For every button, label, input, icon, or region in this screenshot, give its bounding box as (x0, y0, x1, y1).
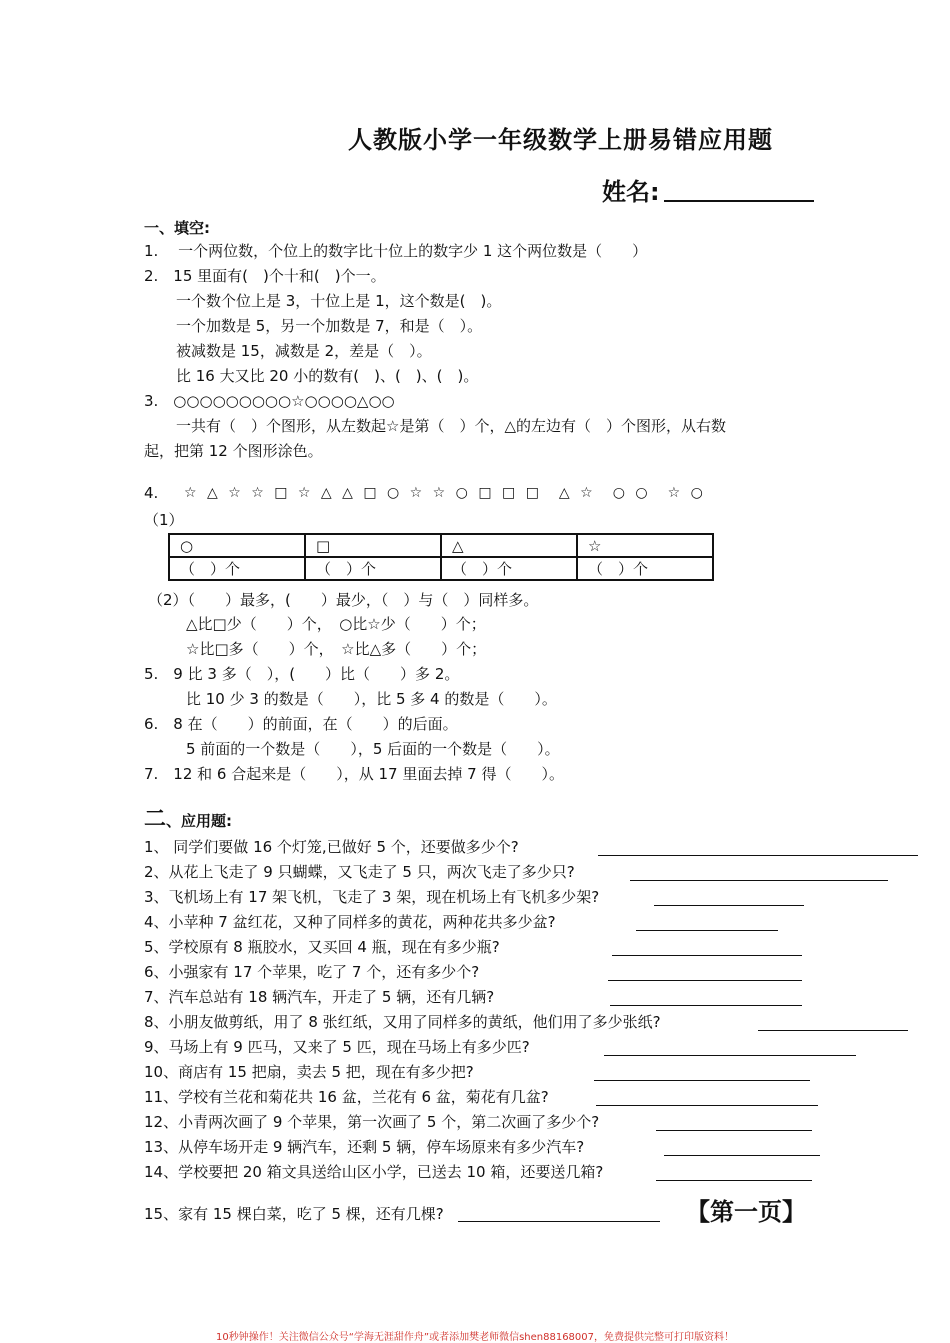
q2-sub-line: 一个加数是 5，另一个加数是 7，和是（ ）。 (176, 317, 483, 335)
q3-line: 一共有（ ）个图形，从左数起☆是第（ ）个，△的左边有（ ）个图形，从右数 (176, 417, 726, 435)
word-problem: 14、学校要把 20 箱文具送给山区小学，已送去 10 箱，还要送几箱? (144, 1163, 604, 1181)
table-cell-answer[interactable]: （ ）个 (441, 557, 577, 580)
answer-line[interactable] (604, 1055, 856, 1056)
q4-sub1-label: （1） (144, 511, 184, 529)
answer-line[interactable] (610, 1005, 802, 1006)
answer-line[interactable] (664, 1155, 820, 1156)
word-problem: 12、小青两次画了 9 个苹果，第一次画了 5 个，第二次画了多少个? (144, 1113, 600, 1131)
q4-sub2-line: （2）（ ）最多，( ）最少，（ ）与（ ）同样多。 (148, 591, 539, 609)
answer-line[interactable] (656, 1130, 812, 1131)
answer-line[interactable] (594, 1080, 810, 1081)
q3-line-cont: 起，把第 12 个图形涂色。 (144, 442, 323, 460)
word-problem: 11、学校有兰花和菊花共 16 盆，兰花有 6 盆，菊花有几盆? (144, 1088, 549, 1106)
q6-line: 6. 8 在（ ）的前面，在（ ）的后面。 (144, 715, 458, 733)
answer-line[interactable] (612, 955, 802, 956)
answer-line[interactable] (656, 1180, 812, 1181)
answer-line[interactable] (608, 980, 802, 981)
table-header-square: □ (305, 534, 441, 557)
word-problem: 1、 同学们要做 16 个灯笼,已做好 5 个，还要做多少个? (144, 838, 519, 856)
table-row (169, 557, 713, 580)
q1-line: 1. 一个两位数，个位上的数字比十位上的数字少 1 这个两位数是（ ） (144, 242, 648, 260)
answer-line[interactable] (458, 1221, 660, 1222)
q4-compare-line: ☆比□多（ ）个， ☆比△多（ ）个； (186, 640, 487, 658)
q2-line: 2. 15 里面有( )个十和( )个一。 (144, 267, 386, 285)
word-problem: 7、汽车总站有 18 辆汽车，开走了 5 辆，还有几辆? (144, 988, 495, 1006)
answer-line[interactable] (636, 930, 778, 931)
q5-line: 5. 9 比 3 多（ ），( ）比（ ）多 2。 (144, 665, 460, 683)
word-problem: 3、飞机场上有 17 架飞机，飞走了 3 架，现在机场上有飞机多少架? (144, 888, 600, 906)
q2-sub-line: 一个数个位上是 3，十位上是 1，这个数是( )。 (176, 292, 502, 310)
table-cell-answer[interactable]: （ ）个 (577, 557, 713, 580)
count-table (168, 533, 714, 581)
table-cell-answer[interactable]: （ ）个 (305, 557, 441, 580)
page-number-label: 【第一页】 (686, 1198, 806, 1226)
q2-sub-line: 比 16 大又比 20 小的数有( )、( )、( )。 (176, 367, 479, 385)
section2-heading (144, 802, 232, 833)
q3-shapes-line: 3. ○○○○○○○○○☆○○○○△○○ (144, 392, 395, 410)
table-cell-answer[interactable]: （ ）个 (169, 557, 305, 580)
word-problem: 13、从停车场开走 9 辆汽车，还剩 5 辆，停车场原来有多少汽车? (144, 1138, 585, 1156)
footer-notice: 10秒钟操作！关注微信公众号“学海无涯甜作舟”或者添加樊老师微信shen88168007，免费提供完整可打印版资料！ (215, 1332, 735, 1343)
word-problem: 6、小强家有 17 个苹果，吃了 7 个，还有多少个? (144, 963, 480, 981)
section2-heading-number: 二 (144, 807, 167, 832)
table-header-circle: ○ (169, 534, 305, 557)
word-problem: 5、学校原有 8 瓶胶水，又买回 4 瓶，现在有多少瓶? (144, 938, 500, 956)
answer-line[interactable] (758, 1030, 908, 1031)
word-problem: 4、小苹种 7 盆红花，又种了同样多的黄花，两种花共多少盆? (144, 913, 556, 931)
word-problem: 8、小朋友做剪纸，用了 8 张红纸，又用了同样多的黄纸，他们用了多少张纸? (144, 1013, 661, 1031)
q6-sub-line: 5 前面的一个数是（ ），5 后面的一个数是（ ）。 (186, 740, 560, 758)
q7-line: 7. 12 和 6 合起来是（ ），从 17 里面去掉 7 得（ ）。 (144, 765, 564, 783)
answer-line[interactable] (598, 855, 918, 856)
q4-label: 4. (144, 484, 159, 502)
table-header-star: ☆ (577, 534, 713, 557)
q4-symbols: ☆ △ ☆ ☆ □ ☆ △ △ □ ○ ☆ ☆ ○ □ □ □ △ ☆ ○ ○ ☆ ○ (184, 485, 706, 501)
answer-line[interactable] (630, 880, 888, 881)
name-label: 姓名: (602, 178, 660, 206)
word-problem: 15、家有 15 棵白菜，吃了 5 棵，还有几棵? (144, 1205, 444, 1223)
section1-heading: 一、填空: (144, 219, 210, 237)
word-problem: 9、马场上有 9 匹马，又来了 5 匹，现在马场上有多少匹? (144, 1038, 530, 1056)
page-title: 人教版小学一年级数学上册易错应用题 (348, 126, 773, 154)
answer-line[interactable] (596, 1105, 818, 1106)
table-header-triangle: △ (441, 534, 577, 557)
table-row (169, 534, 713, 557)
answer-line[interactable] (654, 905, 804, 906)
word-problem: 2、从花上飞走了 9 只蝴蝶，又飞走了 5 只，两次飞走了多少只? (144, 863, 575, 881)
name-blank-line[interactable] (664, 200, 814, 202)
q5-sub-line: 比 10 少 3 的数是（ ），比 5 多 4 的数是（ ）。 (186, 690, 557, 708)
q4-compare-line: △比□少（ ）个， ○比☆少（ ）个； (186, 615, 486, 633)
q2-sub-line: 被减数是 15，减数是 2，差是（ ）。 (176, 342, 432, 360)
word-problem: 10、商店有 15 把扇，卖去 5 把，现在有多少把? (144, 1063, 474, 1081)
section2-heading-text: 、应用题: (166, 812, 233, 830)
